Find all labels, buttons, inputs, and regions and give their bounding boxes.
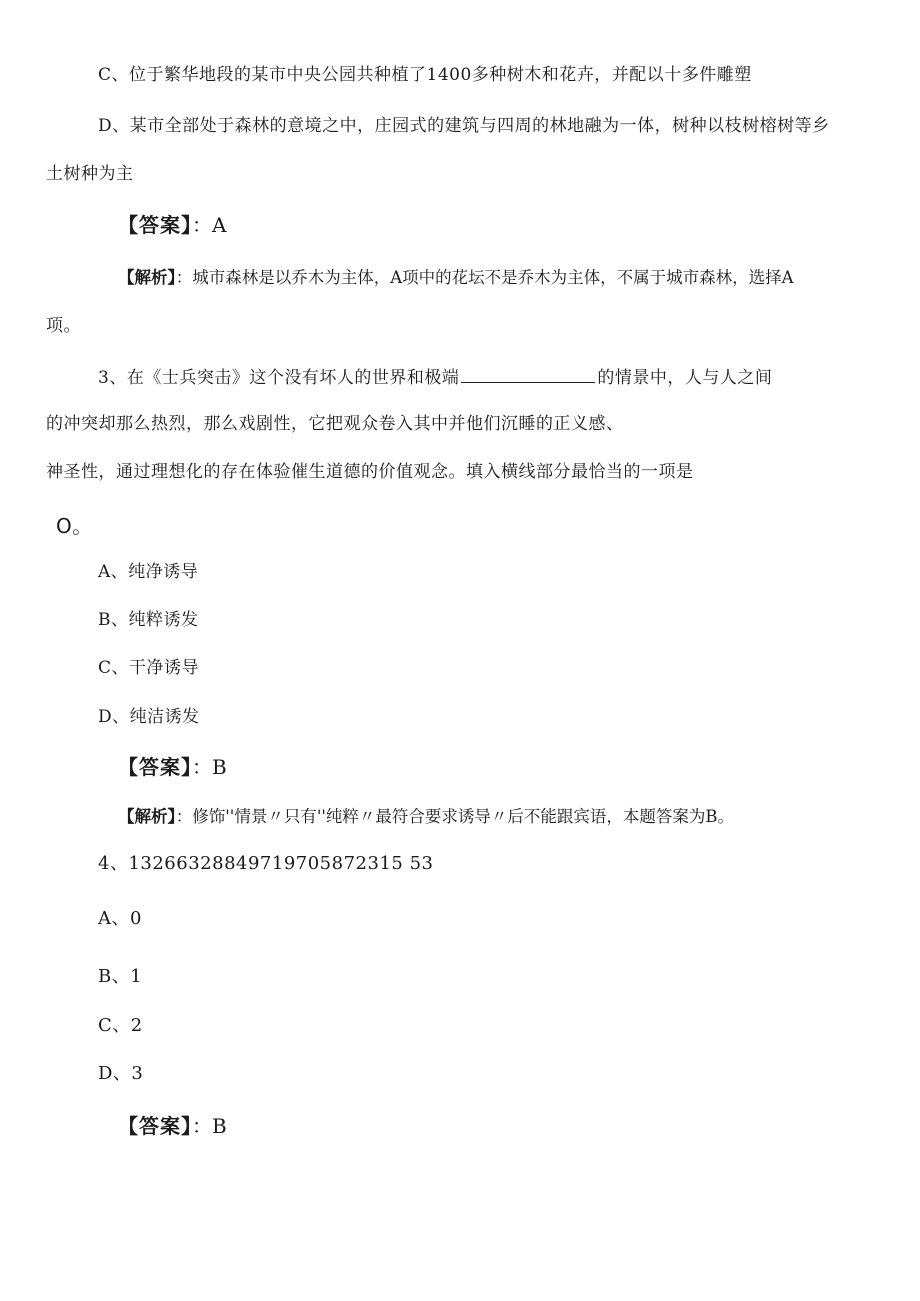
q3-answer	[118, 753, 227, 781]
answer-tag: 【答案】	[118, 755, 192, 779]
q4-option-b: B、1	[98, 966, 143, 987]
q3-stem-line3: 神圣性，通过理想化的存在体验催生道德的价值观念。填入横线部分最恰当的一项是	[46, 462, 694, 482]
q4-option-a: A、0	[98, 908, 142, 929]
analysis-tag: 【解析】	[118, 807, 176, 826]
q3-analysis	[118, 805, 734, 829]
q4-option-d: D、3	[98, 1063, 144, 1084]
q3-stem-line1	[98, 364, 772, 390]
answer-tag: 【答案】	[118, 1114, 192, 1138]
q3-stem-part2: 的情景中，人与人之间	[597, 368, 773, 388]
q3-option-d: D、纯洁诱发	[98, 707, 200, 727]
q2-option-d-line2: 土树种为主	[46, 164, 134, 184]
answer-tag: 【答案】	[118, 213, 192, 237]
q4-answer	[118, 1112, 227, 1140]
analysis-text: ：城市森林是以乔木为主体，A项中的花坛不是乔木为主体，不属于城市森林，选择A	[175, 268, 794, 287]
q3-option-c: C、干净诱导	[98, 658, 200, 678]
analysis-tag: 【解析】	[118, 268, 176, 287]
q2-option-d-line1: D、某市全部处于森林的意境之中，庄园式的建筑与四周的林地融为一体，树种以枝树榕树等乡	[98, 116, 830, 136]
q3-stem-line2: 的冲突却那么热烈，那么戏剧性，它把观众卷入其中并他们沉睡的正义感、	[46, 414, 624, 434]
q3-stem-part1: 3、在《士兵突击》这个没有坏人的世界和极端	[98, 368, 460, 388]
q3-option-b: B、纯粹诱发	[98, 610, 199, 630]
fill-in-blank	[461, 364, 595, 383]
q4-stem: 4、13266328849719705872315 53	[98, 853, 434, 874]
answer-value: ：A	[192, 213, 227, 237]
q2-analysis-line1	[118, 266, 794, 290]
answer-value: ：B	[192, 1114, 227, 1138]
q2-option-c: C、位于繁华地段的某市中央公园共种植了1400多种树木和花卉，并配以十多件雕塑	[98, 65, 752, 85]
q4-option-c: C、2	[98, 1015, 143, 1036]
q2-answer	[118, 211, 226, 239]
q2-analysis-line2: 项。	[46, 316, 81, 336]
q3-stem-line4: O。	[56, 514, 93, 538]
q3-option-a: A、纯净诱导	[98, 562, 199, 582]
analysis-text: ：修饰''情景〃只有''纯粹〃最符合要求诱导〃后不能跟宾语，本题答案为B。	[175, 807, 735, 826]
answer-value: ：B	[192, 755, 227, 779]
